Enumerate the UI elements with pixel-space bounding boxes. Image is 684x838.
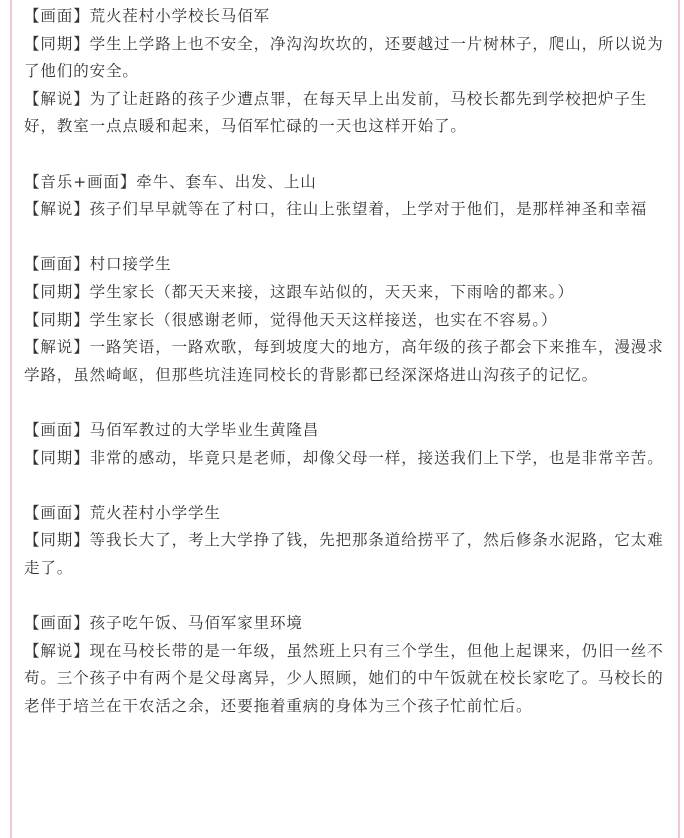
script-line: 【同期】非常的感动，毕竟只是老师，却像父母一样，接送我们上下学，也是非常辛苦。 xyxy=(24,448,664,467)
section-4 xyxy=(24,417,668,472)
section-6 xyxy=(24,610,668,720)
section-gap xyxy=(24,224,668,252)
script-line: 【同期】学生家长（都天天来接，这跟车站似的，天天来，下雨啥的都来。） xyxy=(24,282,574,301)
script-line: 【画面】马佰军教过的大学毕业生黄隆昌 xyxy=(24,420,320,439)
script-line: 【画面】荒火茬村小学学生 xyxy=(24,503,221,522)
script-line: 【音乐+画面】牵牛、套车、出发、上山 xyxy=(24,172,317,191)
script-line: 【同期】学生家长（很感谢老师，觉得他天天这样接送，也实在不容易。） xyxy=(24,310,558,329)
script-line: 【解说】一路笑语，一路欢歌，每到坡度大的地方，高年级的孩子都会下来推车，漫漫求学路，虽然崎岖，但那些坑洼连同校长的背影都已经深深烙进山沟孩子的记忆。 xyxy=(24,338,664,384)
section-5 xyxy=(24,500,668,583)
section-3 xyxy=(24,251,668,389)
script-line: 【同期】等我长大了，考上大学挣了钱，先把那条道给捞平了，然后修条水泥路，它太难走了。 xyxy=(24,531,664,577)
script-line: 【画面】村口接学生 xyxy=(24,255,172,274)
section-2 xyxy=(24,169,668,224)
section-1 xyxy=(24,3,668,141)
section-gap xyxy=(24,472,668,500)
section-gap xyxy=(24,141,668,169)
section-gap xyxy=(24,582,668,610)
section-gap xyxy=(24,389,668,417)
script-line: 【解说】为了让赶路的孩子少遭点罪，在每天早上出发前，马校长都先到学校把炉子生好，教室一点点暖和起来，马佰军忙碌的一天也这样开始了。 xyxy=(24,89,648,136)
right-border-line xyxy=(678,0,680,838)
script-content xyxy=(24,3,668,720)
script-line: 【画面】荒火茬村小学校长马佰军 xyxy=(24,7,271,25)
left-border-line xyxy=(10,0,12,838)
script-line: 【同期】学生上学路上也不安全，净沟沟坎坎的，还要越过一片树林子，爬山，所以说为了他们的安全。 xyxy=(24,34,664,81)
script-line: 【解说】现在马校长带的是一年级，虽然班上只有三个学生，但他上起课来，仍旧一丝不苟。三个孩子中有两个是父母离异，少人照顾，她们的中午饭就在校长家吃了。马校长的老伴于培兰在干农活之余，还要拖着重病的身体为三个孩子忙前忙后。 xyxy=(24,641,664,715)
script-line: 【解说】孩子们早早就等在了村口，往山上张望着，上学对于他们，是那样神圣和幸福 xyxy=(24,200,648,219)
script-line: 【画面】孩子吃午饭、马佰军家里环境 xyxy=(24,614,303,633)
